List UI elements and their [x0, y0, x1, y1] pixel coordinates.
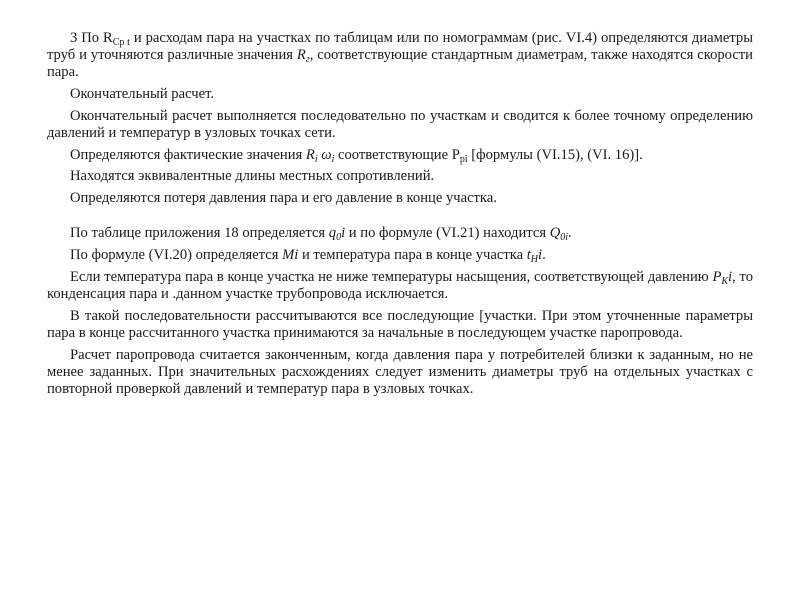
paragraph-conclusion: Расчет паропровода считается законченным, когда давления пара у потребителей близки к заданным, но не менее заданных. При значительных расхождениях следует изменить диаметры труб на отдельных участках с повторной проверкой давлений и температур пара в узловых точках. — [47, 346, 753, 397]
variable-i: i — [728, 268, 733, 285]
subscript-0i: 0i — [560, 232, 569, 244]
variable-Q: Q — [549, 225, 561, 242]
paragraph-final-calc-description: Окончательный расчет выполняется последовательно по участкам и сводится к более точному определению давлений и температур в узловых точках сети. — [47, 107, 753, 142]
text-run: , соответствующие стандартным диаметрам, также находятся скорости пара. — [47, 47, 753, 81]
paragraph-saturation — [47, 269, 753, 303]
text-run: и по формуле (VI.21) находится — [345, 225, 550, 242]
paragraph-sequence: В такой последовательности рассчитываются все последующие [участки. При этом уточненные параметры пара в конце рассчитанного участка принимаются за начальные в последующем участке паропровода. — [47, 307, 753, 341]
text-run: . — [542, 247, 546, 264]
subscript-k: K — [721, 275, 729, 287]
subscript-i: i — [314, 153, 318, 165]
variable-r: R — [296, 47, 306, 64]
text-run: По таблице приложения 18 определяется — [70, 225, 329, 242]
subscript-pi: pi — [459, 153, 468, 165]
variable-i: i — [341, 225, 346, 242]
variable-p: P — [712, 268, 722, 285]
text-run: Если температура пара в конце участка не ниже температуры насыщения, соответствующей давлению — [70, 268, 713, 285]
paragraph-pressure-loss: Определяются потеря давления пара и его давление в конце участка. — [70, 190, 497, 207]
paragraph-final-calc-heading: Окончательный расчет. — [70, 86, 215, 103]
subscript-i: i — [331, 153, 335, 165]
variable-omega: ω — [321, 146, 332, 163]
paragraph-formula-vi20 — [47, 247, 753, 264]
variable-r: R — [305, 146, 315, 163]
text-run: . — [568, 225, 572, 242]
subscript-0: 0 — [336, 232, 342, 244]
text-run: Определяются фактические значения — [70, 146, 306, 163]
variable-i: i — [538, 247, 543, 264]
text-run: и температура пара в конце участка — [298, 247, 527, 264]
paragraph-actual-values — [47, 147, 753, 164]
subscript-r-avg: Ср t — [112, 37, 130, 48]
text-run: соответствующие P — [334, 146, 460, 163]
subscript-r: г — [305, 54, 310, 66]
variable-mi: Mi — [282, 247, 299, 264]
text-run: , то конденсация пара и .данном участке трубопровода исключается. — [47, 268, 753, 302]
paragraph-equivalent-lengths: Находятся эквивалентные длины местных сопротивлений. — [70, 168, 435, 185]
paragraph-table-appendix — [47, 225, 753, 242]
variable-t: t — [526, 247, 531, 264]
text-run: По формуле (VI.20) определяется — [70, 247, 283, 264]
subscript-h: H — [530, 254, 538, 266]
text-run: [формулы (VI.15), (VI. 16)]. — [467, 146, 643, 163]
paragraph-diameter-selection — [47, 30, 753, 82]
text-run: 3 По R — [70, 30, 113, 46]
variable-q: q — [328, 225, 337, 242]
text-run: и расходам пара на участках по таблицам или по номограммам (рис. VI.4) определяются диаметры труб и уточняются различные значения — [47, 30, 753, 64]
